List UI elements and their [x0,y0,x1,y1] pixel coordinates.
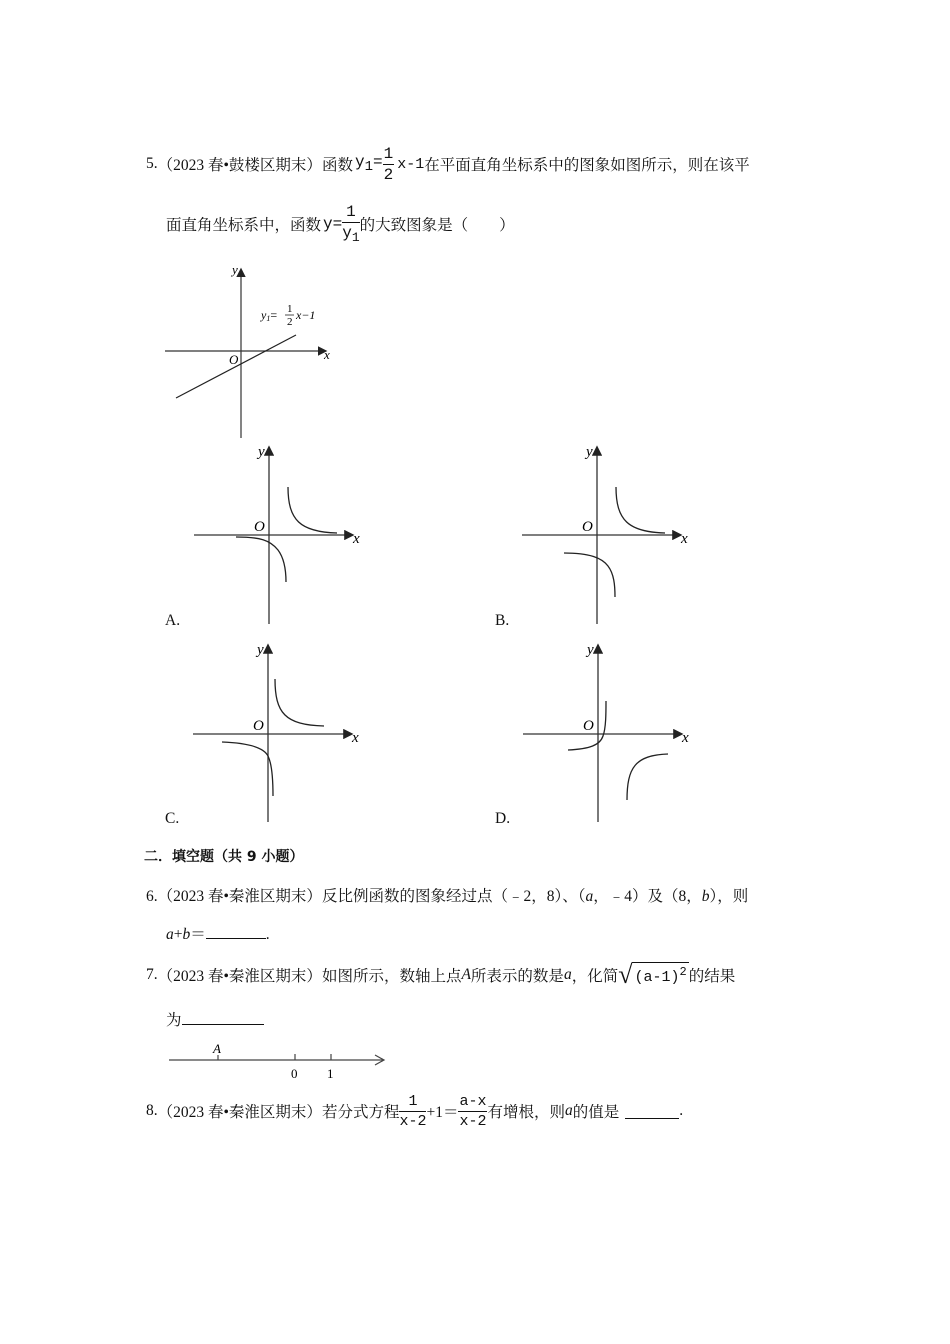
option-d-graph [490,638,700,833]
y-axis-label: y [587,642,594,658]
x-axis-label: x [352,730,359,746]
origin-label: O [582,519,593,535]
formula-y: y= [323,215,343,233]
plus-sign: + [173,926,183,943]
tick-0-label: 0 [291,1066,298,1081]
y-axis-label: y [257,642,264,658]
fraction-1-over-x-2 [399,1094,426,1129]
x-axis-label: x [324,347,330,362]
question-text: 若分式方程 [321,1104,400,1121]
curve-q1 [275,679,324,726]
equation-mid: +1＝ [426,1104,459,1121]
var-a: a [585,888,594,905]
question-text: 反比例函数的图象经过点（﹣2，8）、（ [321,888,586,905]
answer-blank[interactable] [206,924,266,939]
fraction-num: 1 [399,1094,426,1112]
fraction-num: 1 [342,204,359,223]
answer-blank[interactable] [182,1010,264,1025]
formula-sub: 1 [364,159,373,176]
equation-tail: x−1 [296,308,316,322]
x-axis-label: x [353,531,360,547]
var-b: b [182,926,191,943]
question-7-line-2 [166,1008,264,1030]
y-axis-label: y [586,444,593,460]
period: . [679,1102,684,1119]
period: . [265,926,270,943]
formula-var: y [354,152,365,171]
curve-q3 [236,537,286,582]
tick-1-label: 1 [327,1066,334,1081]
equation-num: 1 [287,303,293,315]
question-text: 所表示的数是 [470,968,564,985]
var-a: a [565,1102,573,1119]
question-text: 在平面直角坐标系中的图象如图所示，则在该平 [424,157,750,174]
question-number: 5. [146,155,158,172]
reference-graph [160,258,340,443]
point-a-label: A [213,1041,221,1056]
y-axis-label: y [258,444,265,460]
sqrt-icon: √ [618,960,633,989]
question-6-line-1 [146,884,748,906]
curve-q3 [564,553,615,597]
option-c[interactable] [160,638,370,833]
question-text: 的大致图象是（ ） [359,217,515,234]
fraction-den: x-2 [459,1112,487,1130]
curve-q1 [288,487,337,533]
formula-eq: = [372,152,383,171]
option-d[interactable] [490,638,700,833]
exponent: 2 [679,965,687,979]
question-number: 6. [146,888,158,905]
question-text: ，﹣4）及（8， [593,888,702,905]
question-source: （2023 春•秦淮区期末） [157,888,322,905]
option-b[interactable] [490,440,700,635]
question-5-line-1 [146,146,750,182]
question-8-line-1 [146,1088,683,1134]
curve-q3 [222,742,273,796]
answer-blank[interactable] [625,1104,679,1119]
formula-tail: x-1 [397,155,425,173]
question-text: 如图所示，数轴上点 [321,968,462,985]
option-label: D. [495,810,511,827]
fraction-den: 2 [383,165,394,184]
fraction-num: a-x [459,1092,487,1110]
option-a[interactable] [160,440,370,635]
curve-q1 [616,487,665,533]
question-source: （2023 春•秦淮区期末） [157,1104,322,1121]
formula-sub: 1 [351,230,360,246]
question-text: 函数 [321,157,353,174]
origin-label: O [254,519,265,535]
option-label: C. [165,810,180,827]
section-heading: 二．填空题（共 9 小题） [144,849,304,865]
question-text: 面直角坐标系中，函数 [166,217,322,234]
formula-var: y [342,223,352,242]
fraction-num: 1 [383,144,394,163]
question-text: 为 [166,1012,182,1029]
fraction-den: x-2 [399,1112,427,1130]
var-a: a [166,926,174,943]
var-b: b [701,888,710,905]
option-c-graph [160,638,370,833]
question-number: 8. [146,1102,158,1119]
curve-q4 [627,754,668,800]
question-5-line-2 [166,200,515,248]
origin-label: O [229,352,239,367]
question-number: 7. [146,966,158,983]
question-text: ），则 [709,888,749,905]
var-a: a [563,966,572,983]
fraction-one-over-y1 [342,204,359,244]
question-text: 的值是 [572,1104,620,1121]
question-text: 的结果 [688,968,736,985]
origin-label: O [583,718,594,734]
question-text: ，化简 [571,968,619,985]
fraction-a-x-over-x-2 [458,1094,487,1129]
question-text: 有增根，则 [487,1104,565,1121]
equation-label: y1= [261,308,278,323]
question-7-line-1 [146,960,735,990]
y-axis-label: y [232,262,238,277]
option-label: B. [495,612,510,629]
question-6-line-2 [166,922,270,944]
option-b-graph [490,440,700,635]
x-axis-label: x [681,531,688,547]
fraction-den [342,223,359,244]
sqrt-content: (a-1) [634,969,680,986]
number-line [165,1038,390,1082]
var-A: A [461,966,471,983]
fraction-one-half [383,146,395,183]
question-source: （2023 春•秦淮区期末） [157,968,322,985]
x-axis-label: x [682,730,689,746]
sqrt-expression [618,962,689,988]
equals-sign: ＝ [190,926,206,943]
equation-den: 2 [287,316,293,328]
origin-label: O [253,718,264,734]
option-a-graph [160,440,370,635]
option-label: A. [165,612,181,629]
sqrt-body [632,962,688,988]
question-source: （2023 春•鼓楼区期末） [157,157,322,174]
formula-y1 [355,153,383,175]
